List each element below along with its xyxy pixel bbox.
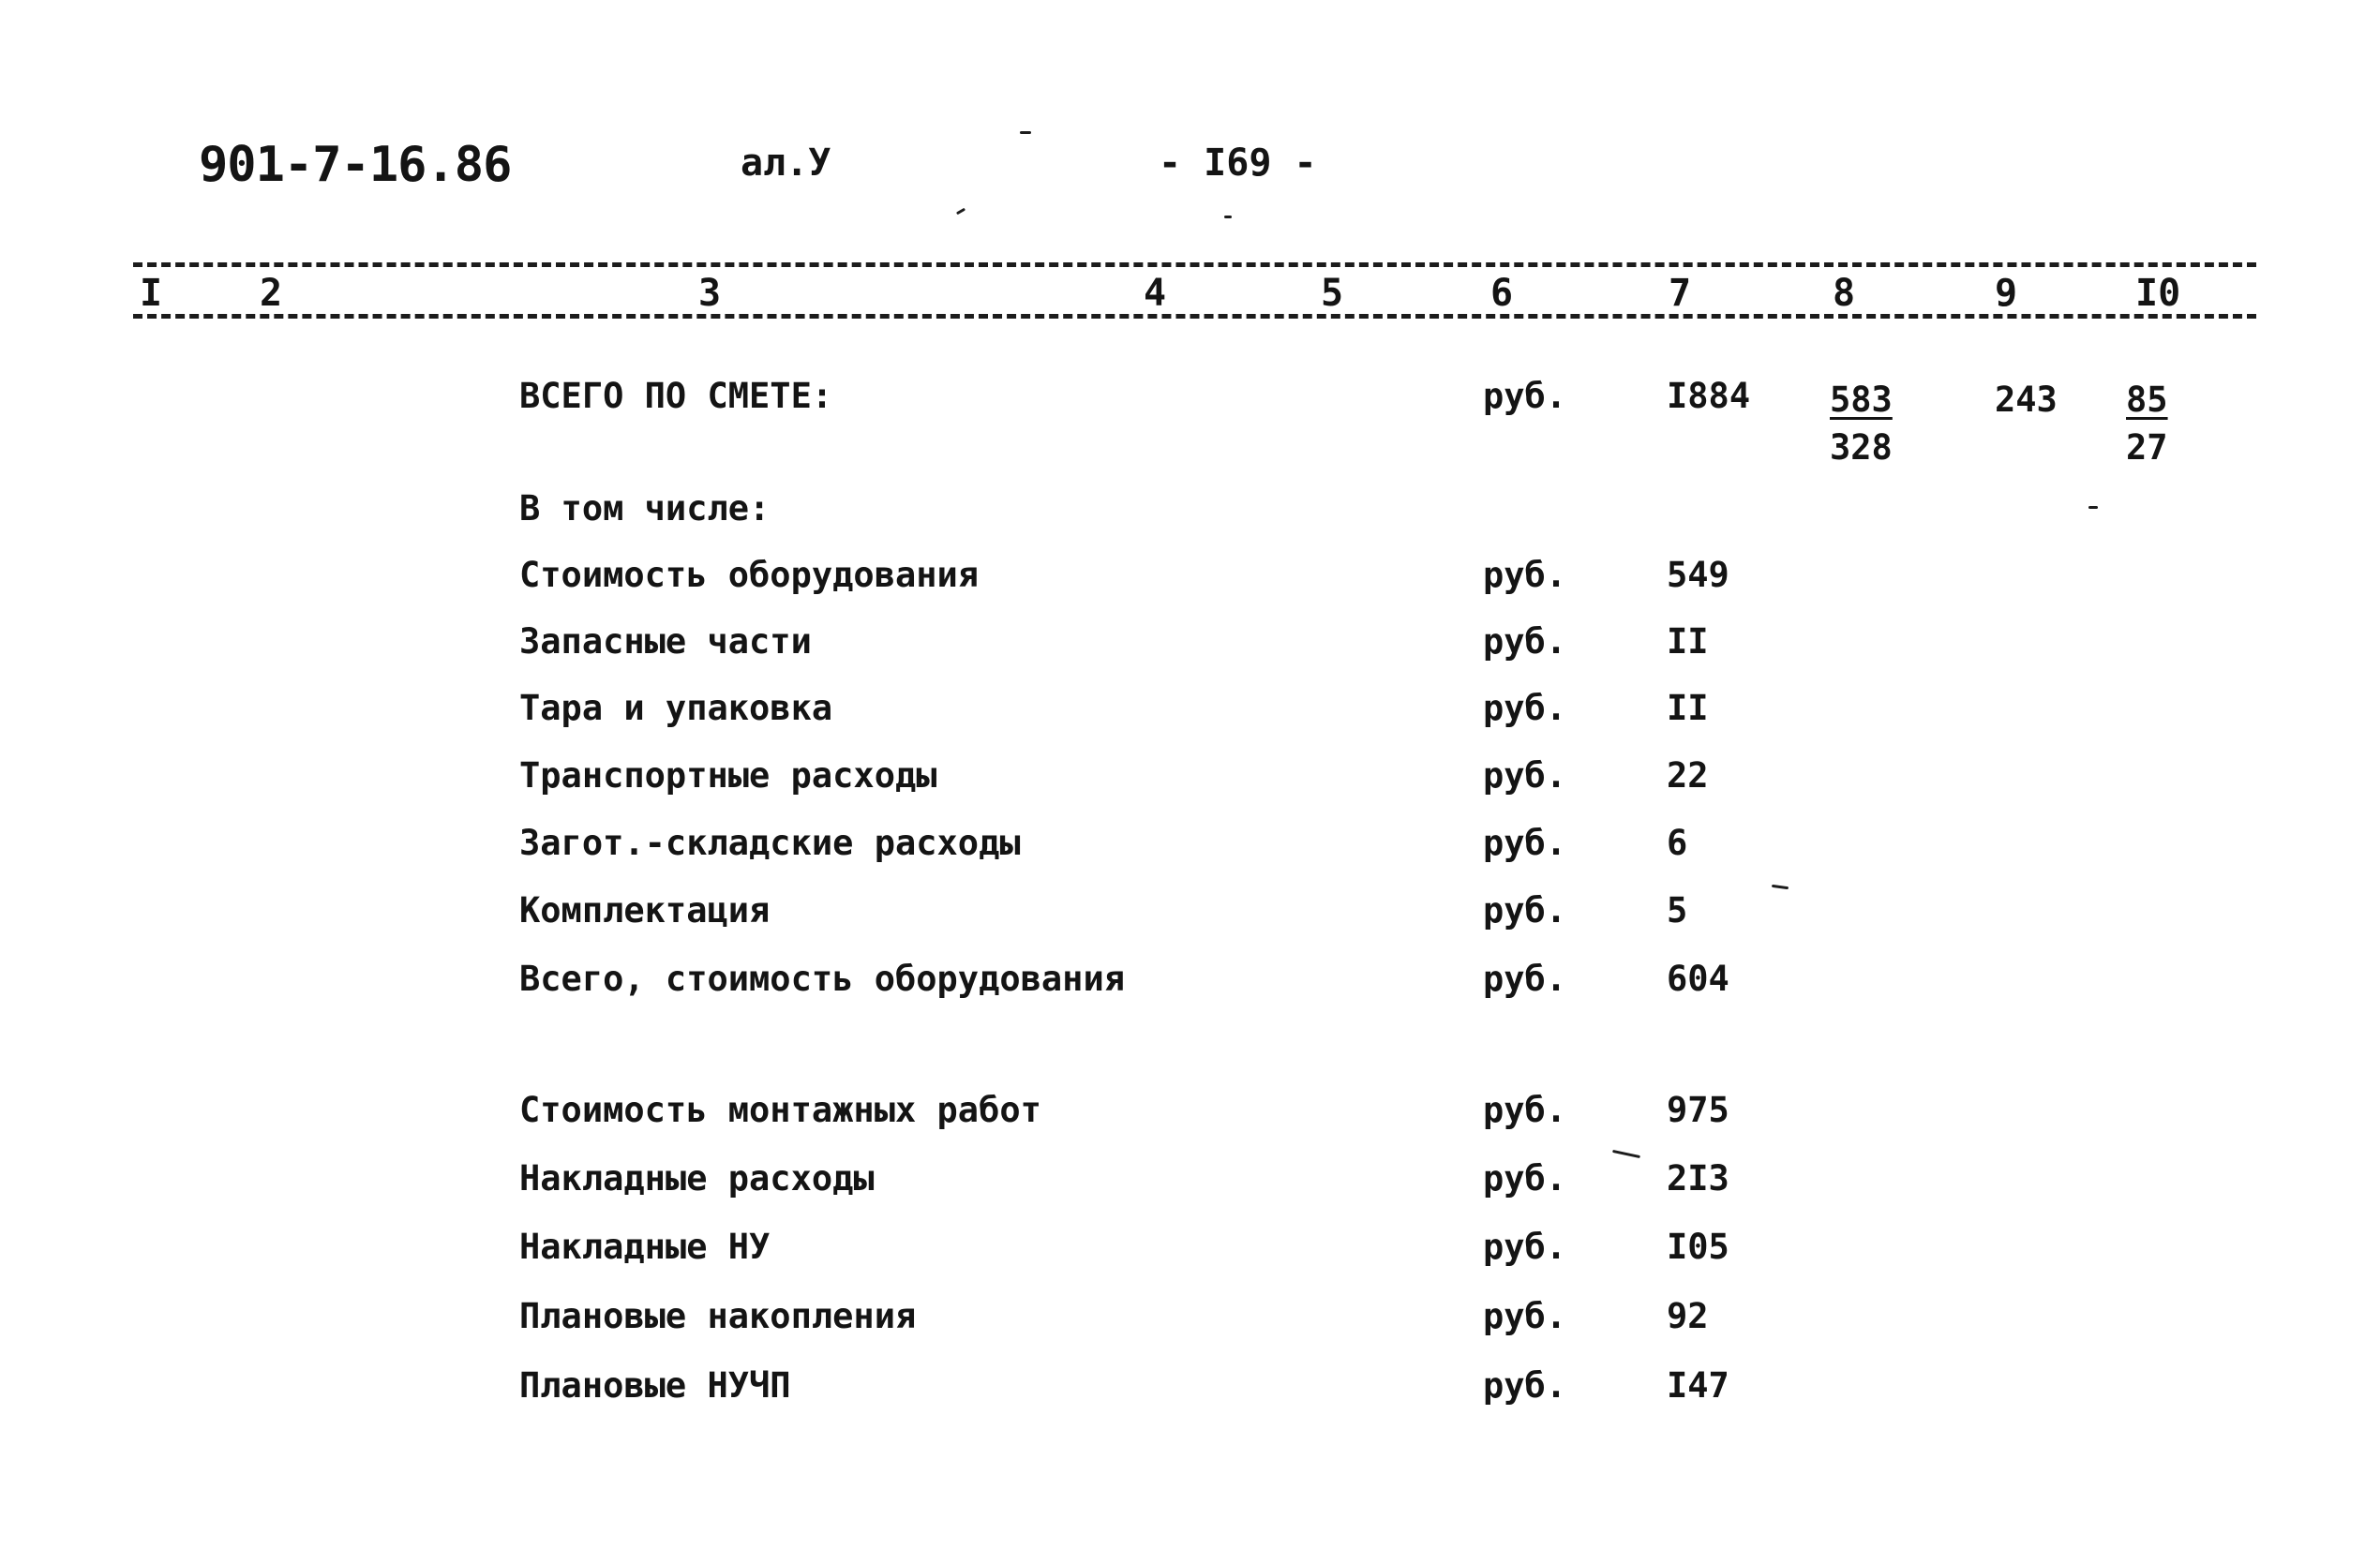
- item-unit: руб.: [1483, 1227, 1567, 1267]
- item-unit: руб.: [1483, 621, 1567, 662]
- item-unit: руб.: [1483, 1090, 1567, 1130]
- item-name: Плановые накопления: [519, 1296, 917, 1336]
- item-name: Накладные расходы: [519, 1158, 875, 1199]
- item-value: 92: [1667, 1296, 1709, 1336]
- column-number-4: 4: [1141, 275, 1169, 312]
- column-number-3: 3: [696, 275, 724, 312]
- total-col8: [1830, 380, 1893, 468]
- item-unit: руб.: [1483, 755, 1567, 796]
- total-label: ВСЕГО ПО СМЕТЕ:: [519, 376, 833, 416]
- item-name: Всего, стоимость оборудования: [519, 959, 1126, 999]
- item-unit: руб.: [1483, 688, 1567, 728]
- item-value: 975: [1667, 1090, 1729, 1130]
- column-number-8: 8: [1830, 275, 1858, 312]
- scan-speck: [2088, 506, 2098, 509]
- scan-speck: [956, 208, 965, 216]
- table-row: [0, 618, 2380, 665]
- item-unit: руб.: [1483, 959, 1567, 999]
- column-number-1: I: [137, 275, 165, 312]
- column-number-5: 5: [1318, 275, 1346, 312]
- item-name: Накладные НУ: [519, 1227, 771, 1267]
- sheet-label: ал.У: [741, 141, 831, 185]
- item-value: 6: [1667, 823, 1688, 863]
- item-value: 5: [1667, 890, 1688, 931]
- table-row: [0, 752, 2380, 799]
- total-col10-top: 85: [2126, 380, 2168, 420]
- table-row: [0, 820, 2380, 867]
- page-number: - I69 -: [1159, 141, 1317, 185]
- total-col9: 243: [1995, 380, 2058, 420]
- column-number-7: 7: [1666, 275, 1694, 312]
- including-label: В том числе:: [519, 488, 771, 529]
- scan-speck: [1020, 131, 1031, 134]
- table-row: [0, 552, 2380, 599]
- total-col10: [2126, 380, 2168, 468]
- column-number-10: I0: [2133, 275, 2183, 312]
- item-name: Стоимость оборудования: [519, 555, 980, 595]
- table-row: [0, 1363, 2380, 1409]
- table-header-bottom-rule: [133, 314, 2256, 319]
- table-row: [0, 1087, 2380, 1134]
- item-unit: руб.: [1483, 555, 1567, 595]
- scan-speck: [1224, 216, 1232, 218]
- column-number-2: 2: [257, 275, 285, 312]
- item-value: I05: [1667, 1227, 1729, 1267]
- item-name: Комплектация: [519, 890, 771, 931]
- table-row: [0, 887, 2380, 934]
- total-col10-bottom: 27: [2126, 427, 2168, 468]
- table-row: [0, 956, 2380, 1003]
- item-name: Тара и упаковка: [519, 688, 833, 728]
- total-col8-top: 583: [1830, 380, 1893, 420]
- item-unit: руб.: [1483, 1296, 1567, 1336]
- column-number-9: 9: [1992, 275, 2020, 312]
- item-value: 22: [1667, 755, 1709, 796]
- including-row: [0, 485, 2380, 532]
- total-value: I884: [1667, 376, 1751, 416]
- item-name: Плановые НУЧП: [519, 1365, 791, 1406]
- item-name: Транспортные расходы: [519, 755, 937, 796]
- item-name: Стоимость монтажных работ: [519, 1090, 1041, 1130]
- table-row: [0, 1155, 2380, 1202]
- table-row: [0, 1293, 2380, 1340]
- item-unit: руб.: [1483, 1365, 1567, 1406]
- item-value: II: [1667, 688, 1709, 728]
- item-value: I47: [1667, 1365, 1729, 1406]
- item-value: 2I3: [1667, 1158, 1729, 1199]
- total-col8-bottom: 328: [1830, 427, 1893, 468]
- item-name: Загот.-складские расходы: [519, 823, 1021, 863]
- item-value: 549: [1667, 555, 1729, 595]
- column-number-6: 6: [1488, 275, 1516, 312]
- item-unit: руб.: [1483, 1158, 1567, 1199]
- item-name: Запасные части: [519, 621, 812, 662]
- item-unit: руб.: [1483, 823, 1567, 863]
- table-header-top-rule: [133, 262, 2256, 267]
- item-value: II: [1667, 621, 1709, 662]
- item-value: 604: [1667, 959, 1729, 999]
- table-row: [0, 685, 2380, 732]
- document-code: 901-7-16.86: [199, 137, 512, 193]
- total-unit: руб.: [1483, 376, 1567, 416]
- item-unit: руб.: [1483, 890, 1567, 931]
- table-row: [0, 1224, 2380, 1271]
